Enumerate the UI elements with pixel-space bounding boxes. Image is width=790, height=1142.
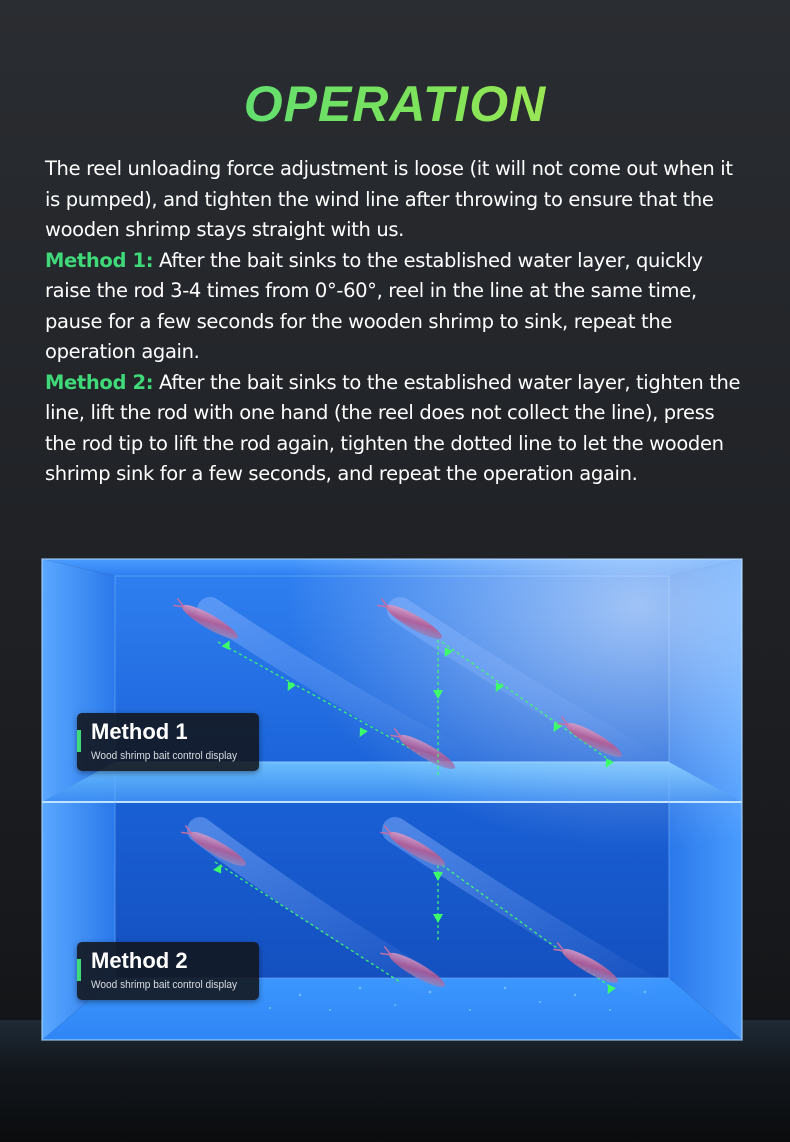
method-1-badge-title: Method 1 — [91, 719, 188, 744]
intro-paragraph: The reel unloading force adjustment is loose (it will not come out when it is pumped), and tighten the wind line after throwing to ensure that the wooden shrimp stays straight with us. — [45, 157, 733, 241]
method-1-paragraph — [45, 246, 750, 368]
badge-accent-bar — [77, 730, 81, 752]
method-1-label: Method 1: — [45, 248, 154, 272]
method-2-badge-title: Method 2 — [91, 948, 188, 973]
badge-accent-bar — [77, 959, 81, 981]
method-2-label: Method 2: — [45, 370, 154, 394]
operation-description — [45, 154, 750, 490]
method-2-badge — [77, 942, 259, 1000]
method-1-text: After the bait sinks to the established water layer, quickly raise the rod 3-4 times from 0°-60°, reel in the line at the same time, pause for a few seconds for the wooden shrimp to sink, repeat the operation again. — [45, 248, 703, 363]
page-title: OPERATION — [0, 72, 790, 136]
method-1-badge — [77, 713, 259, 771]
method-2-text: After the bait sinks to the established water layer, tighten the line, lift the rod with one hand (the reel does not collect the line), press the rod tip to lift the rod again, tighten the dotted line to let the wooden shrimp sink for a few seconds, and repeat the operation again. — [45, 370, 741, 485]
method-1-badge-subtitle: Wood shrimp bait control display — [91, 750, 238, 762]
method-2-paragraph — [45, 368, 750, 490]
tank-illustration — [0, 540, 790, 1142]
water-tank-diagram — [0, 540, 790, 1142]
method-2-badge-subtitle: Wood shrimp bait control display — [91, 979, 238, 991]
